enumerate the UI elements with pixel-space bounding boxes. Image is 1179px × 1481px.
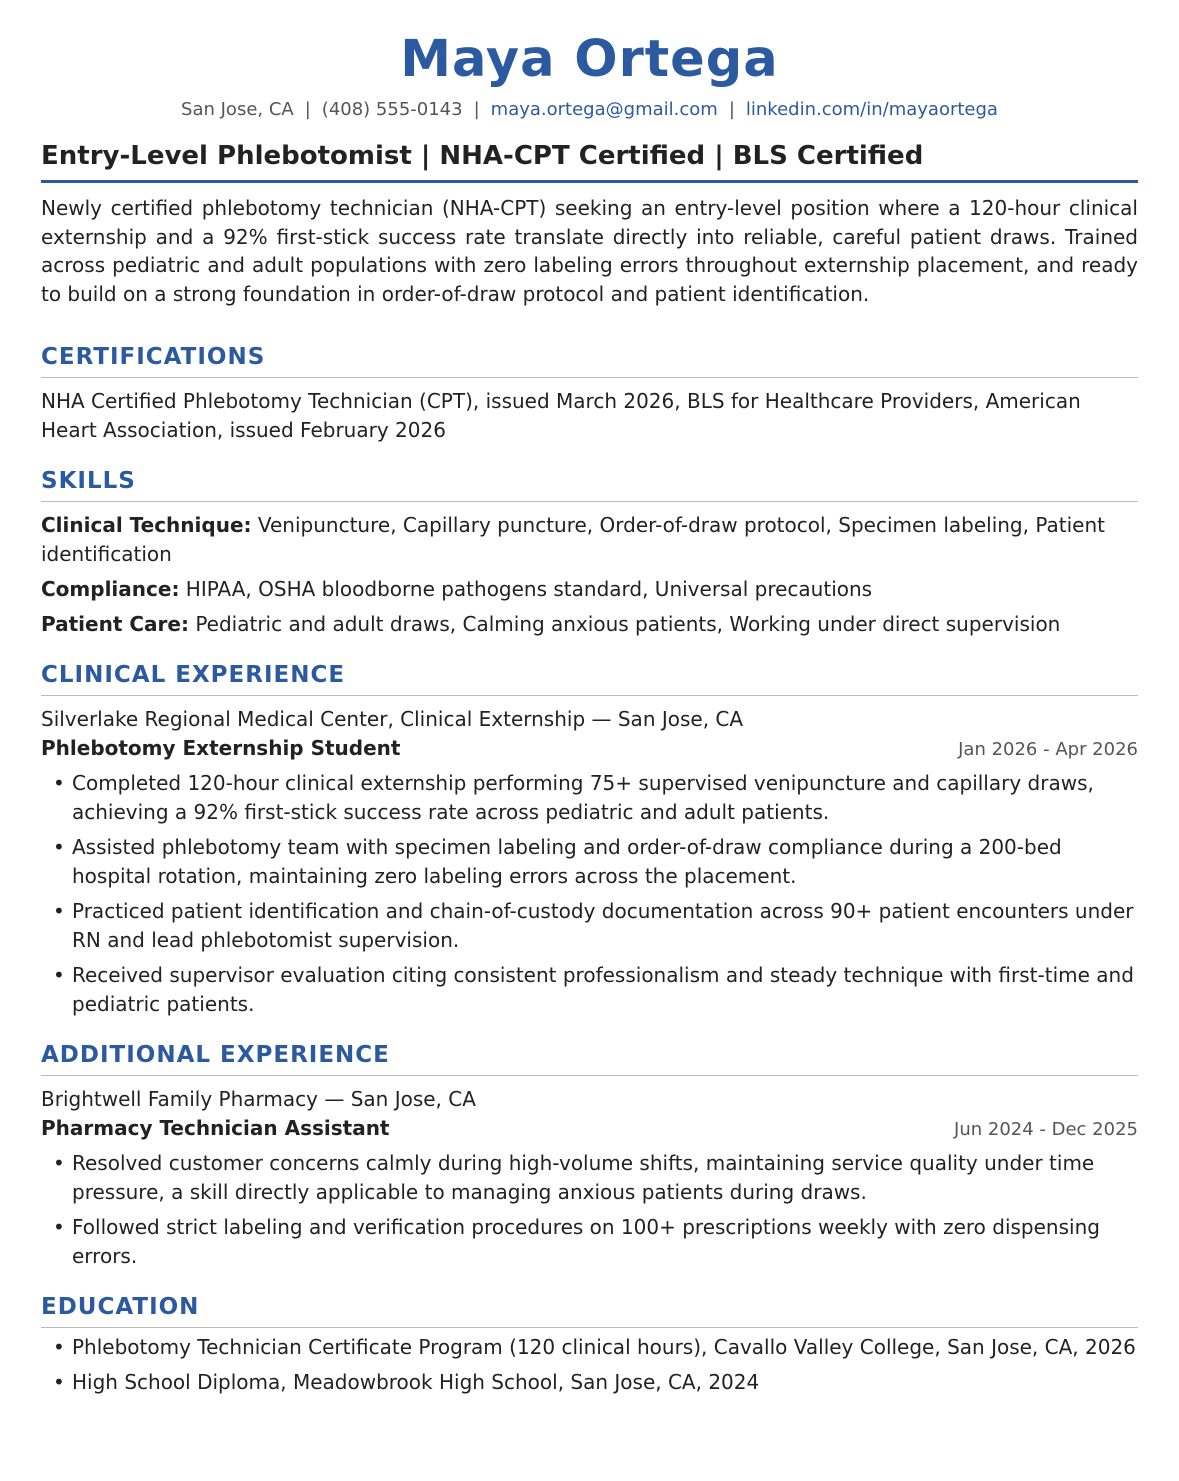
list-item: • Resolved customer concerns calmly during high-volume shifts, maintaining service quality under time pressure, a skill directly applicable to managing anxious patients during draws.: [41, 1149, 1138, 1207]
list-item: • Received supervisor evaluation citing consistent professionalism and steady technique with first-time and pediatric patients.: [41, 961, 1138, 1019]
clinical-bullet-list: [41, 769, 1138, 1019]
job-dates: Jun 2024 - Dec 2025: [954, 1119, 1138, 1140]
contact-separator: |: [473, 99, 480, 120]
role-line: [41, 734, 1138, 764]
section-title-clinical-experience: CLINICAL EXPERIENCE: [41, 661, 1138, 696]
skill-row-patient-care: [41, 610, 1138, 639]
job-title: Pharmacy Technician Assistant: [41, 1116, 390, 1140]
skill-value: HIPAA, OSHA bloodborne pathogens standard, Universal precautions: [185, 577, 873, 601]
contact-line: [41, 98, 1138, 122]
job-title: Phlebotomy Externship Student: [41, 736, 401, 760]
employer-line: Silverlake Regional Medical Center, Clinical Externship — San Jose, CA: [41, 707, 744, 731]
phone-text: (408) 555-0143: [321, 99, 463, 120]
list-item: • Assisted phlebotomy team with specimen labeling and order-of-draw compliance during a 200-bed hospital rotation, maintaining zero labeling errors across the placement.: [41, 833, 1138, 891]
candidate-name: Maya Ortega: [400, 30, 779, 89]
email-link[interactable]: maya.ortega@gmail.com: [490, 99, 718, 120]
list-item: • High School Diploma, Meadowbrook High School, San Jose, CA, 2024: [41, 1368, 1138, 1397]
linkedin-link[interactable]: linkedin.com/in/mayaortega: [745, 99, 998, 120]
section-title-additional-experience: ADDITIONAL EXPERIENCE: [41, 1041, 1138, 1076]
contact-separator: |: [304, 99, 311, 120]
location-text: San Jose, CA: [181, 99, 294, 120]
skill-label: Clinical Technique:: [41, 513, 252, 537]
job-dates: Jan 2026 - Apr 2026: [958, 739, 1138, 760]
list-item: • Followed strict labeling and verification procedures on 100+ prescriptions weekly with zero dispensing errors.: [41, 1213, 1138, 1271]
certifications-text: NHA Certified Phlebotomy Technician (CPT), issued March 2026, BLS for Healthcare Providers, American Heart Association, issued February 2026: [41, 389, 1081, 442]
role-line: [41, 1114, 1138, 1144]
summary-paragraph: Newly certified phlebotomy technician (NHA-CPT) seeking an entry-level position where a 120-hour clinical externship and a 92% first-stick success rate translate directly into reliable, careful patient draws. Trained across pediatric and adult populations with zero labeling errors throughout externship placement, and ready to build on a strong foundation in order-of-draw protocol and patient identification.: [41, 196, 1138, 306]
skill-row-compliance: [41, 575, 1138, 604]
skill-value: Venipuncture, Capillary puncture, Order-of-draw protocol, Specimen labeling, Patient identification: [41, 513, 1105, 566]
skill-label: Patient Care:: [41, 612, 189, 636]
skill-value: Pediatric and adult draws, Calming anxious patients, Working under direct supervision: [195, 612, 1061, 636]
list-item: • Phlebotomy Technician Certificate Program (120 clinical hours), Cavallo Valley College, San Jose, CA, 2026: [41, 1333, 1138, 1362]
list-item: • Completed 120-hour clinical externship performing 75+ supervised venipuncture and capillary draws, achieving a 92% first-stick success rate across pediatric and adult patients.: [41, 769, 1138, 827]
section-title-certifications: CERTIFICATIONS: [41, 343, 1138, 378]
employer-line: Brightwell Family Pharmacy — San Jose, CA: [41, 1087, 476, 1111]
section-title-education: EDUCATION: [41, 1293, 1138, 1328]
headline: Entry-Level Phlebotomist | NHA-CPT Certified | BLS Certified: [41, 140, 1138, 183]
additional-bullet-list: [41, 1149, 1138, 1271]
education-list: [41, 1333, 1138, 1397]
contact-separator: |: [728, 99, 735, 120]
resume-page: [41, 0, 1138, 1397]
list-item: • Practiced patient identification and chain-of-custody documentation across 90+ patient encounters under RN and lead phlebotomist supervision.: [41, 897, 1138, 955]
skill-label: Compliance:: [41, 577, 180, 601]
section-title-skills: SKILLS: [41, 467, 1138, 502]
skill-row-clinical-technique: [41, 511, 1138, 569]
